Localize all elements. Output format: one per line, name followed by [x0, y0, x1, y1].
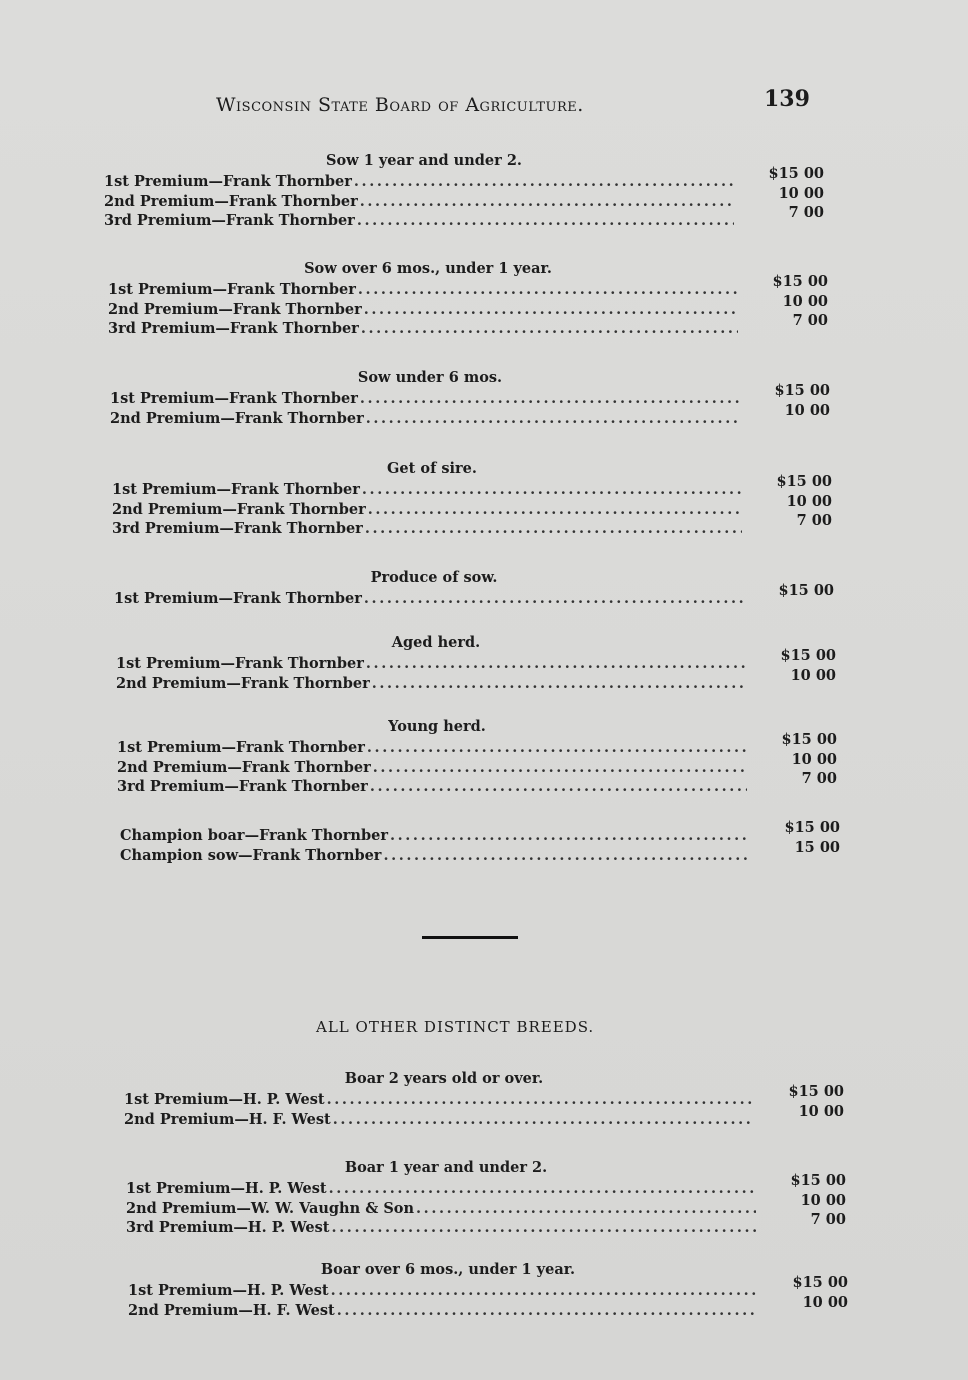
premium-entry	[117, 758, 753, 778]
premium-label: 1st Premium—H. P. West	[128, 1282, 329, 1299]
premium-section	[117, 716, 837, 797]
premium-entry	[108, 319, 744, 339]
premium-entry	[110, 409, 746, 429]
premium-label: 1st Premium—H. P. West	[124, 1091, 325, 1108]
premium-label: 2nd Premium—Frank Thornber	[112, 500, 366, 518]
leader-dots	[329, 1179, 756, 1199]
premium-amount: 7 00	[810, 1211, 846, 1229]
premium-label: 2nd Premium—Frank Thornber	[116, 674, 370, 692]
section-divider-rule	[422, 936, 518, 939]
section-title: Sow over 6 mos., under 1 year.	[304, 260, 552, 277]
premium-amount: 10 00	[800, 1191, 846, 1209]
running-title: Wisconsin State Board of Agriculture.	[216, 94, 584, 116]
premium-entry	[112, 519, 748, 539]
premium-amount: 15 00	[794, 838, 840, 856]
premium-label: 2nd Premium—Frank Thornber	[117, 758, 371, 776]
premium-entry	[117, 738, 753, 758]
section-title: Young herd.	[388, 718, 486, 735]
premium-label: 3rd Premium—Frank Thornber	[104, 212, 355, 230]
premium-label: 1st Premium—Frank Thornber	[110, 390, 358, 407]
premium-entry	[124, 1090, 760, 1110]
premium-label: 2nd Premium—Frank Thornber	[110, 409, 364, 427]
premium-label: 1st Premium—Frank Thornber	[114, 590, 362, 607]
leader-dots	[354, 172, 734, 192]
premium-entry	[128, 1281, 764, 1301]
premium-label: Champion sow—Frank Thornber	[120, 846, 382, 864]
amount-column	[766, 818, 840, 857]
premium-entry	[124, 1110, 760, 1130]
premium-section	[112, 458, 832, 539]
section-title: Sow 1 year and under 2.	[326, 152, 522, 169]
premium-amount: $15 00	[772, 273, 828, 290]
premium-entry	[114, 589, 750, 609]
leader-dots	[357, 211, 734, 231]
premium-label: 1st Premium—Frank Thornber	[108, 281, 356, 298]
premium-label: 3rd Premium—H. P. West	[126, 1219, 330, 1237]
premium-section	[116, 632, 836, 693]
premium-entry	[112, 480, 748, 500]
leader-dots	[365, 519, 742, 539]
leader-dots	[360, 192, 734, 212]
breed-heading: ALL OTHER DISTINCT BREEDS.	[316, 1018, 595, 1036]
leader-dots	[361, 319, 738, 339]
amount-column	[750, 164, 824, 223]
leader-dots	[390, 826, 750, 846]
amount-column	[754, 272, 828, 331]
leader-dots	[331, 1281, 758, 1301]
premium-entry	[126, 1199, 762, 1219]
leader-dots	[332, 1218, 756, 1238]
leader-dots	[366, 654, 746, 674]
leader-dots	[362, 480, 742, 500]
premium-amount: 10 00	[784, 401, 830, 419]
premium-entry	[104, 172, 740, 192]
leader-dots	[333, 1110, 754, 1130]
premium-entry	[104, 211, 740, 231]
premium-label: 2nd Premium—W. W. Vaughn & Son	[126, 1199, 415, 1217]
leader-dots	[337, 1301, 758, 1321]
amount-column	[772, 1171, 846, 1230]
premium-entry	[117, 777, 753, 797]
premium-amount: 10 00	[786, 492, 832, 510]
premium-amount: 7 00	[796, 512, 832, 530]
premium-amount: $15 00	[788, 1083, 844, 1100]
leader-dots	[360, 389, 740, 409]
section-title: Get of sire.	[387, 460, 477, 477]
premium-amount: $15 00	[792, 1274, 848, 1291]
premium-amount: 10 00	[798, 1102, 844, 1120]
premium-entry	[104, 192, 740, 212]
amount-column	[760, 581, 834, 601]
section-title: Boar 2 years old or over.	[344, 1070, 544, 1087]
premium-label: 1st Premium—Frank Thornber	[116, 655, 364, 672]
amount-column	[774, 1273, 848, 1312]
premium-section	[104, 150, 824, 231]
premium-amount: 10 00	[791, 750, 837, 768]
amount-column	[758, 472, 832, 531]
leader-dots	[367, 738, 747, 758]
premium-label: 2nd Premium—H. F. West	[124, 1110, 331, 1128]
premium-section	[110, 367, 830, 428]
premium-entry	[116, 654, 752, 674]
premium-entry	[120, 826, 756, 846]
premium-section	[120, 819, 840, 865]
premium-amount: 7 00	[801, 770, 837, 788]
amount-column	[770, 1082, 844, 1121]
section-title: Sow under 6 mos.	[357, 369, 503, 386]
premium-amount: $15 00	[790, 1172, 846, 1189]
section-title: Aged herd.	[391, 634, 481, 651]
page-number: 139	[764, 86, 810, 112]
premium-amount: $15 00	[781, 731, 837, 748]
premium-entry	[126, 1218, 762, 1238]
premium-label: 3rd Premium—Frank Thornber	[112, 520, 363, 538]
premium-entry	[108, 300, 744, 320]
leader-dots	[372, 674, 746, 694]
section-title: Produce of sow.	[370, 569, 498, 586]
premium-amount: $15 00	[776, 473, 832, 490]
premium-amount: $15 00	[778, 582, 834, 599]
premium-entry	[116, 674, 752, 694]
premium-section	[108, 258, 828, 339]
section-title: Boar over 6 mos., under 1 year.	[320, 1261, 576, 1278]
premium-amount: $15 00	[780, 647, 836, 664]
premium-section	[114, 567, 834, 609]
leader-dots	[383, 846, 750, 866]
premium-entry	[112, 500, 748, 520]
premium-label: 1st Premium—Frank Thornber	[112, 481, 360, 498]
premium-section	[126, 1157, 846, 1238]
premium-label: 3rd Premium—Frank Thornber	[108, 320, 359, 338]
premium-amount: 10 00	[782, 292, 828, 310]
premium-section	[128, 1259, 848, 1320]
premium-amount: 7 00	[792, 312, 828, 330]
premium-entry	[128, 1301, 764, 1321]
premium-amount: 7 00	[788, 204, 824, 222]
premium-label: 2nd Premium—Frank Thornber	[108, 300, 362, 318]
premium-label: 1st Premium—H. P. West	[126, 1180, 327, 1197]
premium-label: 1st Premium—Frank Thornber	[104, 173, 352, 190]
amount-column	[763, 730, 837, 789]
section-title: Boar 1 year and under 2.	[344, 1159, 548, 1176]
page-header	[216, 86, 816, 126]
leader-dots	[364, 300, 738, 320]
premium-label: 1st Premium—Frank Thornber	[117, 739, 365, 756]
premium-label: 2nd Premium—H. F. West	[128, 1301, 335, 1319]
premium-amount: $15 00	[784, 819, 840, 836]
amount-column	[762, 646, 836, 685]
premium-entry	[120, 846, 756, 866]
leader-dots	[370, 777, 747, 797]
premium-label: Champion boar—Frank Thornber	[120, 827, 388, 844]
premium-section	[124, 1068, 844, 1129]
leader-dots	[368, 500, 742, 520]
leader-dots	[364, 589, 744, 609]
leader-dots	[373, 758, 747, 778]
premium-label: 2nd Premium—Frank Thornber	[104, 192, 358, 210]
premium-amount: 10 00	[802, 1293, 848, 1311]
leader-dots	[416, 1199, 756, 1219]
premium-amount: 10 00	[790, 666, 836, 684]
premium-amount: 10 00	[778, 184, 824, 202]
amount-column	[756, 381, 830, 420]
leader-dots	[327, 1090, 754, 1110]
premium-entry	[126, 1179, 762, 1199]
leader-dots	[366, 409, 740, 429]
premium-label: 3rd Premium—Frank Thornber	[117, 778, 368, 796]
premium-amount: $15 00	[768, 165, 824, 182]
premium-entry	[108, 280, 744, 300]
premium-entry	[110, 389, 746, 409]
leader-dots	[358, 280, 738, 300]
premium-amount: $15 00	[774, 382, 830, 399]
